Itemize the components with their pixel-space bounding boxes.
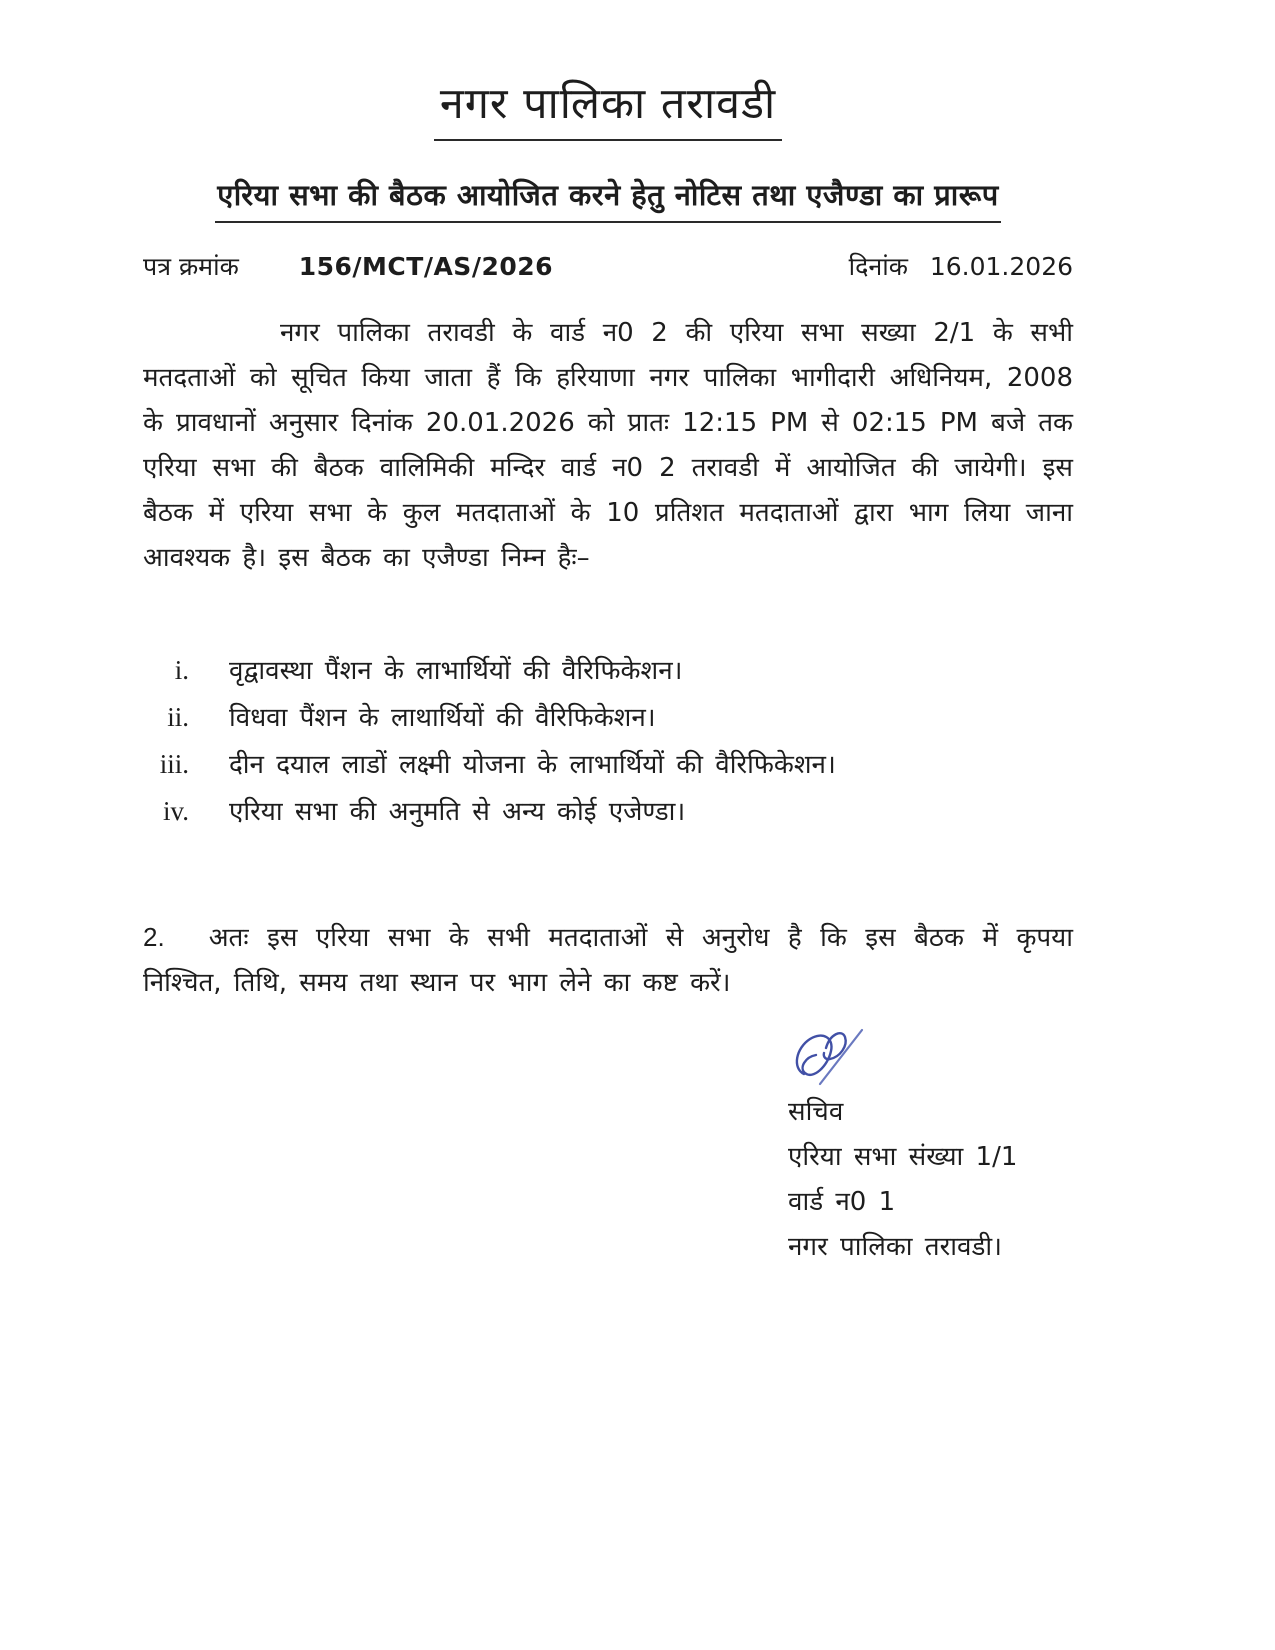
agenda-item-marker: i. — [174, 655, 189, 685]
signature-icon — [790, 1024, 898, 1088]
agenda-list — [143, 647, 1073, 835]
signatory-municipality: नगर पालिका तरावडी। — [788, 1232, 1002, 1262]
document-subtitle-text: एरिया सभा की बैठक आयोजित करने हेतु नोटिस तथा एजैण्डा का प्रारूप — [215, 175, 1001, 223]
agenda-item-text: दीन दयाल लाडों लक्ष्मी योजना के लाभार्थियों की वैरिफिकेशन। — [229, 750, 836, 780]
signatory-title: सचिव — [788, 1097, 844, 1127]
letter-number — [143, 249, 553, 283]
agenda-item-marker: iv. — [163, 796, 189, 826]
page-title — [143, 72, 1073, 141]
request-paragraph-text: अतः इस एरिया सभा के सभी मतदाताओं से अनुरोध है कि इस बैठक में कृपया निश्चित, तिथि, समय तथा स्थान पर भाग लेने का कष्ट करें। — [143, 923, 1073, 998]
signatory-area-sabha: एरिया सभा संख्या 1/1 — [788, 1142, 1018, 1172]
reference-row — [143, 249, 1073, 283]
paragraph-number: 2. — [143, 922, 165, 952]
agenda-item — [143, 694, 1073, 741]
agenda-item-text: एरिया सभा की अनुमति से अन्य कोई एजेण्डा। — [229, 797, 686, 827]
signatory-ward: वार्ड न0 1 — [788, 1187, 896, 1217]
agenda-item-marker: ii. — [167, 702, 189, 732]
notice-paragraph: नगर पालिका तरावडी के वार्ड न0 2 की एरिया सभा सख्या 2/1 के सभी मतदताओं को सूचित किया जाता हैं कि हरियाणा नगर पालिका भागीदारी अधिनियम, 2008 के प्रावधानों अनुसार दिनांक 20.01.2026 को प्रातः 12:15 PM से 02:15 PM बजे तक एरिया सभा की बैठक वालिमिकी मन्दिर वार्ड न0 2 तरावडी में आयोजित की जायेगी। इस बैठक में एरिया सभा के कुल मतदाताओं के 10 प्रतिशत मतदाताओं द्वारा भाग लिया जाना आवश्यक है। इस बैठक का एजैण्डा निम्न हैः– — [143, 318, 1073, 573]
agenda-item-text: वृद्वावस्था पैंशन के लाभार्थियों की वैरिफिकेशन। — [229, 656, 683, 686]
letter-number-label: पत्र क्रमांक — [143, 252, 239, 281]
page-title-text: नगर पालिका तरावडी — [434, 72, 782, 141]
request-paragraph — [143, 915, 1073, 1006]
agenda-item-marker: iii. — [159, 749, 189, 779]
signature-block — [788, 1024, 1073, 1270]
agenda-item-text: विधवा पैंशन के लाथार्थियों की वैरिफिकेशन। — [229, 703, 656, 733]
letter-number-value: 156/MCT/AS/2026 — [298, 252, 554, 281]
date-label: दिनांक — [848, 252, 908, 281]
agenda-item — [143, 788, 1073, 835]
letter-date — [849, 249, 1073, 283]
document-subtitle — [143, 175, 1073, 223]
date-value: 16.01.2026 — [929, 252, 1073, 281]
agenda-item — [143, 741, 1073, 788]
agenda-item — [143, 647, 1073, 694]
